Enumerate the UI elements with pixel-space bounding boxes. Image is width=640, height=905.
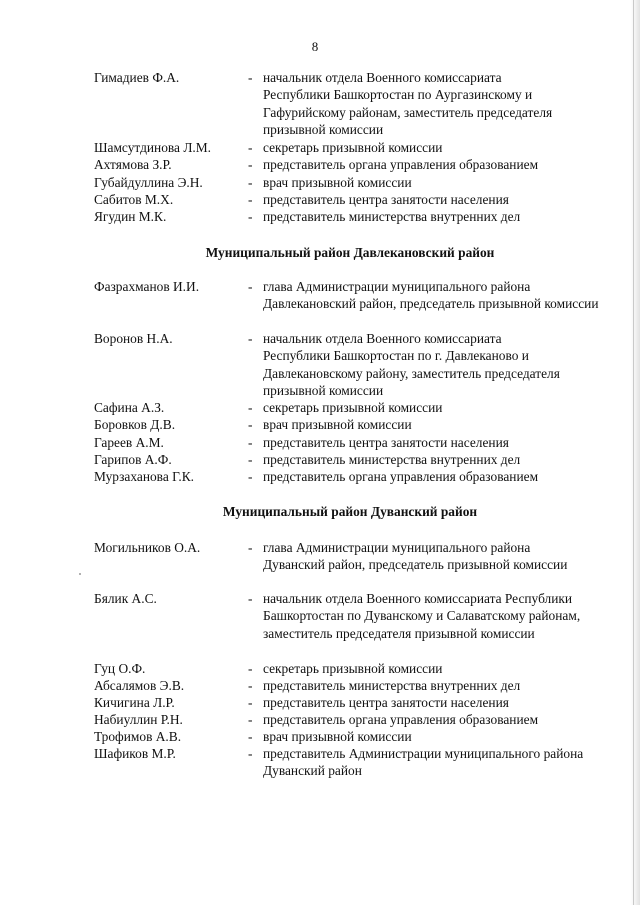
member-name: Могильников О.А. (94, 540, 201, 555)
member-name: Сафина А.З. (94, 400, 165, 415)
member-role: начальник отдела Военного комиссариата Республики Башкортостан по Аургазинскому и Гафурийскому районам, заместитель председателя призывной комиссии (263, 70, 553, 137)
member-role: представитель центра занятости населения (263, 192, 509, 207)
member-dash: - (248, 400, 253, 415)
section-heading: Муниципальный район Давлекановский район (205, 245, 495, 260)
member-dash: - (248, 192, 253, 207)
member-role: глава Администрации муниципального района Давлекановский район, председатель призывной комиссии (263, 279, 599, 312)
member-name: Кичигина Л.Р. (94, 695, 175, 710)
member-name: Гимадиев Ф.А. (94, 70, 180, 85)
member-role: представитель органа управления образованием (263, 712, 539, 727)
member-role: начальник отдела Военного комиссариата Республики Башкортостан по г. Давлеканово и Давлекановскому району, заместитель председателя призывной комиссии (263, 331, 560, 398)
member-name: Абсалямов Э.В. (94, 678, 185, 693)
member-dash: - (248, 540, 253, 555)
member-role: представитель органа управления образованием (263, 157, 539, 172)
member-dash: - (248, 279, 253, 294)
member-dash: - (248, 140, 253, 155)
member-role: секретарь призывной комиссии (263, 661, 443, 676)
member-role: секретарь призывной комиссии (263, 400, 443, 415)
page-edge-line (633, 0, 634, 905)
member-dash: - (248, 175, 253, 190)
member-role: врач призывной комиссии (263, 729, 412, 744)
member-dash: - (248, 695, 253, 710)
member-name: Гареев А.М. (94, 435, 164, 450)
member-name: Бялик А.С. (94, 591, 157, 606)
member-name: Губайдуллина Э.Н. (94, 175, 203, 190)
member-dash: - (248, 712, 253, 727)
member-role: представитель органа управления образованием (263, 469, 539, 484)
member-dash: - (248, 70, 253, 85)
page-edge-shadow (630, 0, 640, 905)
member-role: представитель центра занятости населения (263, 695, 509, 710)
member-role: секретарь призывной комиссии (263, 140, 443, 155)
member-name: Шафиков М.Р. (94, 746, 176, 761)
scan-speck (79, 573, 81, 575)
member-name: Ягудин М.К. (94, 209, 167, 224)
member-role: врач призывной комиссии (263, 175, 412, 190)
member-dash: - (248, 678, 253, 693)
member-name: Воронов Н.А. (94, 331, 173, 346)
member-dash: - (248, 729, 253, 744)
member-dash: - (248, 209, 253, 224)
member-dash: - (248, 746, 253, 761)
member-dash: - (248, 417, 253, 432)
member-name: Гуц О.Ф. (94, 661, 146, 676)
member-name: Трофимов А.В. (94, 729, 182, 744)
member-name: Сабитов М.Х. (94, 192, 174, 207)
member-role: представитель Администрации муниципального района Дуванский район (263, 746, 584, 779)
member-dash: - (248, 435, 253, 450)
section-heading: Муниципальный район Дуванский район (222, 504, 478, 519)
member-dash: - (248, 661, 253, 676)
page-number: 8 (311, 39, 319, 54)
member-dash: - (248, 331, 253, 346)
member-name: Ахтямова З.Р. (94, 157, 172, 172)
member-dash: - (248, 157, 253, 172)
member-role: глава Администрации муниципального района Дуванский район, председатель призывной комиссии (263, 540, 568, 573)
member-dash: - (248, 591, 253, 606)
member-role: представитель министерства внутренних дел (263, 452, 521, 467)
member-dash: - (248, 452, 253, 467)
member-dash: - (248, 469, 253, 484)
member-role: представитель центра занятости населения (263, 435, 509, 450)
member-name: Набиуллин Р.Н. (94, 712, 183, 727)
member-name: Шамсутдинова Л.М. (94, 140, 212, 155)
member-name: Боровков Д.В. (94, 417, 176, 432)
member-role: представитель министерства внутренних дел (263, 209, 521, 224)
member-role: начальник отдела Военного комиссариата Республики Башкортостан по Дуванскому и Салаватскому районам, заместитель председателя призывной комиссии (263, 591, 581, 641)
member-role: врач призывной комиссии (263, 417, 412, 432)
member-name: Фазрахманов И.И. (94, 279, 200, 294)
member-name: Гарипов А.Ф. (94, 452, 172, 467)
member-role: представитель министерства внутренних дел (263, 678, 521, 693)
member-name: Мурзаханова Г.К. (94, 469, 194, 484)
